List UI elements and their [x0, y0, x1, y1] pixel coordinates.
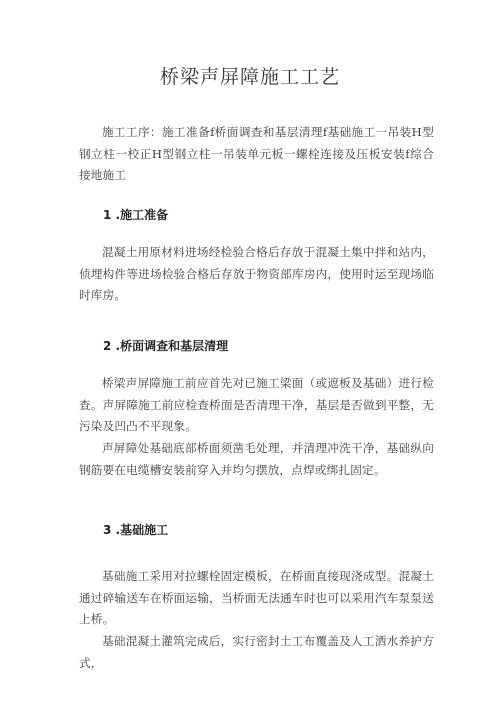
intro-paragraph: 施工工序：施工准备f桥面调查和基层清理f基础施工一吊装H型钢立柱一校正H型钢立柱一吊装单元板一螺栓连接及压板安装f综合接地施工	[79, 125, 434, 182]
section-2-paragraph-2: 声屏障处基础底部桥面须凿毛处理，并清理冲洗干净，基础纵向钢筋要在电缆槽安装前穿入并均匀摆放，点焊或绑扎固定。	[79, 441, 434, 477]
section-3-paragraph-1: 基础施工采用对拉螺栓固定模板，在桥面直接现浇成型。混凝土通过碎输送车在桥面运输，当桥面无法通车时也可以采用汽车泵泵送上桥。	[79, 569, 434, 626]
section-3-paragraph-2: 基础混凝土灌筑完成后，实行密封土工布覆盖及人工洒水养护方式，	[79, 634, 434, 670]
section-2-paragraph-1: 桥梁声屏障施工前应首先对已施工梁面（或遮板及基础）进行检查。声屏障施工前应检查桥面是否清理干净，基层是否做到平整，无污染及凹凸不平现象。	[79, 376, 434, 433]
document-title: 桥梁声屏障施工工艺	[159, 66, 340, 88]
section-1-paragraph-1: 混凝土用原材料进场经检验合格后存放于混凝土集中拌和站内，侦埋构件等进场检验合格后存放于物资部库房内，使用时运至现场临时库房。	[79, 245, 434, 302]
section-heading-3: 3 .基础施工	[103, 523, 169, 537]
section-heading-2: 2 .桥面调查和基层清理	[103, 339, 229, 353]
section-heading-1: 1 .施工准备	[103, 208, 169, 222]
